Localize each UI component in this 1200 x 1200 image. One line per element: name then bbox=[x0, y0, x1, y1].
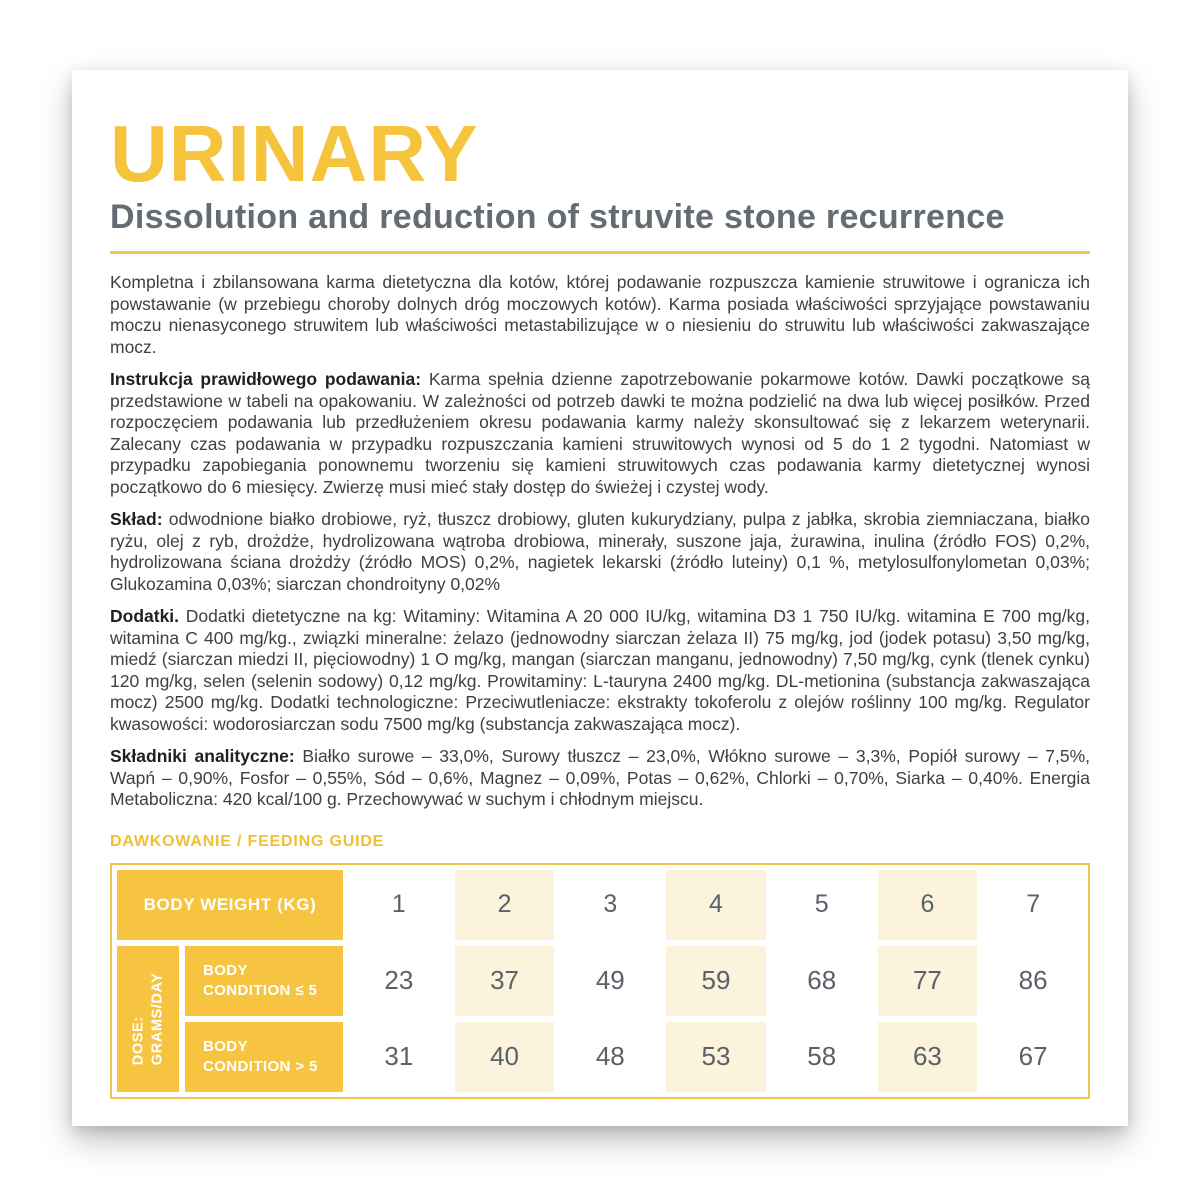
dose-value: 58 bbox=[807, 1041, 837, 1071]
dose-value: 86 bbox=[1018, 965, 1048, 995]
weight-value: 3 bbox=[603, 890, 618, 918]
dose-value: 59 bbox=[666, 946, 766, 1016]
weight-value: 7 bbox=[1026, 890, 1041, 918]
composition-text: odwodnione białko drobiowe, ryż, tłuszcz drobiowy, gluten kukurydziany, pulpa z jabłka, skrobia ziemniaczana, białko ryżu, olej z ryb, drożdże, hydrolizowana wątroba drobiowa, minerały, suszone jaja, żurawina, inulina (źródło FOS) 0,2%, hydrolizowana ściana drożdży (źródło MOS) 0,2%, nagietek lekarski (źródło luteiny) 0,1 %, metylosulfonylometan 0,03%; Glukozamina 0,03%; siarczan chondroityny 0,02% bbox=[110, 509, 1090, 594]
composition-paragraph bbox=[110, 509, 1090, 595]
dose-value: 49 bbox=[595, 965, 625, 995]
additives-text: Dodatki dietetyczne na kg: Witaminy: Witamina A 20 000 IU/kg, witamina D3 1 750 IU/kg. witamina E 700 mg/kg, witamina C 400 mg/kg., związki mineralne: żelazo (jednowodny siarczan żelaza II) 75 mg/kg, jod (jodek potasu) 3,50 mg/kg, miedź (siarczan miedzi II, pięciowodny) 1 O mg/kg, mangan (siarczan manganu, jednowodny) 7,50 mg/kg, cynk (tlenek cynku) 120 mg/kg, selen (selenin sodowy) 0,12 mg/kg. Prowitaminy: L-tauryna 2400 mg/kg. DL-metionina (substancja zakwaszająca mocz) 2500 mg/kg. Dodatki technologiczne: Przeciwutleniacze: ekstrakty tokoferolu z olejów roślinny 100 mg/kg. Regulator kwasowości: wodorosiarczan sodu 7500 mg/kg (substancja zakwaszająca mocz). bbox=[110, 606, 1090, 734]
dose-grams-day-label: DOSE: GRAMS/DAY bbox=[130, 972, 165, 1065]
product-subtitle: Dissolution and reduction of struvite stone recurrence bbox=[110, 198, 1005, 236]
weight-value: 5 bbox=[814, 890, 829, 918]
dose-value: 77 bbox=[878, 946, 978, 1016]
feeding-guide-table bbox=[110, 863, 1090, 1099]
feeding-guide-heading: DAWKOWANIE / FEEDING GUIDE bbox=[110, 832, 385, 850]
analytical-constituents-paragraph bbox=[110, 746, 1090, 811]
weight-value: 1 bbox=[391, 890, 406, 918]
dose-value: 40 bbox=[455, 1022, 555, 1092]
additives-paragraph bbox=[110, 606, 1090, 735]
dose-value: 31 bbox=[384, 1041, 414, 1071]
dose-value: 68 bbox=[807, 965, 837, 995]
dose-grams-day-header bbox=[117, 946, 179, 1092]
additives-lead: Dodatki. bbox=[110, 606, 180, 626]
dose-value: 63 bbox=[878, 1022, 978, 1092]
dose-value: 48 bbox=[595, 1041, 625, 1071]
weight-value: 2 bbox=[455, 870, 555, 940]
intro-text: Kompletna i zbilansowana karma dietetyczna dla kotów, której podawanie rozpuszcza kamienie struwitowe i ogranicza ich powstawanie (w przebiegu choroby dolnych dróg moczowych kotów). Karma posiada właściwości sprzyjające powstawaniu moczu nienasyconego struwitem lub właściwości metastabilizujące w o niesieniu do struwitu lub właściwości zakwaszające mocz. bbox=[110, 272, 1090, 357]
feeding-instructions-lead: Instrukcja prawidłowego podawania: bbox=[110, 369, 422, 389]
analytical-constituents-lead: Składniki analityczne: bbox=[110, 746, 295, 766]
weight-value: 6 bbox=[878, 870, 978, 940]
feeding-instructions-text: Karma spełnia dzienne zapotrzebowanie pokarmowe kotów. Dawki początkowe są przedstawione w tabeli na opakowaniu. W zależności od potrzeb dawki te można podzielić na dwa lub więcej posiłków. Przed rozpoczęciem podawania lub przedłużeniem okresu podawania karmy należy skonsultować się z lekarzem weterynarii. Zalecany czas podawania w przypadku rozpuszczania kamieni struwitowych wynosi od 5 do 1 2 tygodni. Natomiast w przypadku zapobiegania ponownemu tworzeniu się kamieni struwitowych czas podawania karmy dietetycznej wynosi początkowo do 6 miesięcy. Zwierzę musi mieć stały dostęp do świeżej i czystej wody. bbox=[110, 369, 1090, 497]
title-divider bbox=[110, 251, 1090, 254]
feeding-guide-grid bbox=[117, 870, 1083, 1092]
dose-value: 23 bbox=[384, 965, 414, 995]
dose-value: 67 bbox=[1018, 1041, 1048, 1071]
analytical-constituents-text: Białko surowe – 33,0%, Surowy tłuszcz – 23,0%, Włókno surowe – 3,3%, Popiół surowy – 7,5%, Wapń – 0,90%, Fosfor – 0,55%, Sód – 0,6%, Magnez – 0,09%, Potas – 0,62%, Chlorki – 0,70%, Siarka – 0,40%. Energia Metaboliczna: 420 kcal/100 g. Przechowywać w suchym i chłodnym miejscu. bbox=[110, 746, 1091, 809]
product-title: URINARY bbox=[110, 109, 479, 198]
feeding-instructions-paragraph bbox=[110, 369, 1090, 498]
intro-paragraph bbox=[110, 272, 1090, 358]
body-condition-gt5-header: BODY CONDITION > 5 bbox=[185, 1022, 343, 1092]
weight-value: 4 bbox=[666, 870, 766, 940]
dose-value: 53 bbox=[666, 1022, 766, 1092]
composition-lead: Skład: bbox=[110, 509, 163, 529]
body-condition-le5-header: BODY CONDITION ≤ 5 bbox=[185, 946, 343, 1016]
body-weight-header: BODY WEIGHT (KG) bbox=[117, 870, 343, 940]
label-card bbox=[72, 70, 1128, 1126]
dose-value: 37 bbox=[455, 946, 555, 1016]
